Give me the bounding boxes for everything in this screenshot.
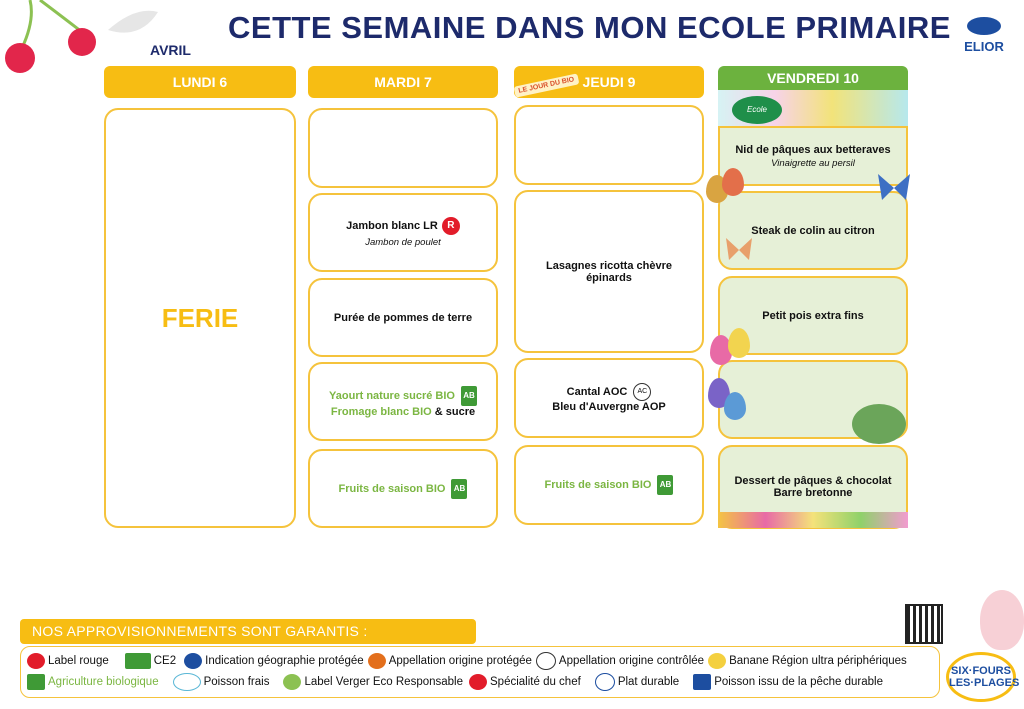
verger-icon <box>283 674 301 690</box>
legend-item: Appellation origine contrôlée <box>558 655 705 667</box>
legend-item: Indication géographie protégée <box>205 655 364 667</box>
friday-side: Petit pois extra fins <box>762 309 864 322</box>
thursday-cheese-card <box>514 358 704 438</box>
tuesday-main-alt: Jambon de poulet <box>365 237 441 248</box>
thursday-cheese2: Bleu d'Auvergne AOP <box>552 401 666 413</box>
legend-title: NOS APPROVISIONNEMENTS SONT GARANTIS : <box>20 619 476 644</box>
easter-egg-icon <box>722 168 744 196</box>
aop-icon <box>368 653 386 669</box>
jour-du-bio-badge: LE JOUR DU BIO <box>514 73 580 97</box>
strawberry-decoration <box>980 590 1024 650</box>
friday-starter-alt: Vinaigrette au persil <box>771 157 855 169</box>
aoc-icon: AC <box>633 383 651 401</box>
legend-item: Plat durable <box>617 676 680 688</box>
ab-bio-icon: AB <box>461 386 477 406</box>
msc-fish-icon <box>693 674 711 690</box>
legend-item: Label rouge <box>48 655 109 667</box>
tuesday-dairy-card <box>308 362 498 441</box>
legend-item: Agriculture biologique <box>48 676 159 688</box>
legend-item: Appellation origine protégée <box>388 655 532 667</box>
tuesday-dairy-bio: Yaourt nature sucré BIO <box>329 389 455 402</box>
butterfly-icon <box>724 236 754 264</box>
day-header-monday: LUNDI 6 <box>104 66 296 98</box>
legend-item: Banane Région ultra périphériques <box>729 655 907 667</box>
elior-logo <box>958 14 1010 54</box>
legend-box <box>20 646 940 698</box>
thursday-dessert: Fruits de saison BIO <box>544 478 652 491</box>
thursday-dessert-card <box>514 445 704 525</box>
ab-bio-icon <box>27 674 45 690</box>
legend-item: Poisson issu de la pêche durable <box>714 676 883 688</box>
tuesday-side-card <box>308 278 498 357</box>
legend-item: Poisson frais <box>203 676 270 688</box>
ecole-printaniere-logo: Ecole <box>732 96 782 124</box>
thursday-main-card <box>514 190 704 353</box>
friday-dessert1: Dessert de pâques & chocolat <box>734 475 892 487</box>
plant-decoration <box>852 404 906 444</box>
legend-item: Spécialité du chef <box>490 676 581 688</box>
six-fours-les-plages-logo: SIX·FOURS LES·PLAGES <box>946 652 1016 702</box>
thursday-cheese1: Cantal AOC <box>566 385 628 398</box>
day-header-tuesday: MARDI 7 <box>308 66 498 98</box>
monday-card <box>104 108 296 528</box>
igp-icon <box>184 653 202 669</box>
legend-item: Label Verger Eco Responsable <box>304 676 464 688</box>
easter-egg-icon <box>724 392 746 420</box>
ce2-icon <box>125 653 151 669</box>
label-rouge-icon: R <box>442 217 460 235</box>
easter-egg-icon <box>728 328 750 358</box>
ab-bio-icon: AB <box>657 475 673 495</box>
month-label: AVRIL <box>150 42 191 58</box>
legend-item: CE2 <box>153 655 177 667</box>
thursday-starter-card <box>514 105 704 185</box>
day-header-thursday: JEUDI 9 <box>514 66 704 98</box>
day-header-friday: VENDREDI 10 <box>718 66 908 90</box>
friday-starter: Nid de pâques aux betteraves <box>735 143 891 156</box>
tuesday-starter-card <box>308 108 498 188</box>
friday-dessert2: Barre bretonne <box>773 487 853 499</box>
chef-hat-icon <box>469 674 487 690</box>
qr-code[interactable] <box>905 604 943 644</box>
ferie-label: FERIE <box>161 302 239 333</box>
flowers-decoration <box>718 512 908 528</box>
aoc-icon <box>536 652 556 670</box>
fish-icon <box>173 673 201 691</box>
page-title: CETTE SEMAINE DANS MON ECOLE PRIMAIRE <box>228 10 951 45</box>
tuesday-main-card <box>308 193 498 272</box>
tuesday-side: Purée de pommes de terre <box>333 311 473 324</box>
butterfly-icon <box>874 170 914 206</box>
tuesday-main: Jambon blanc LR <box>346 219 438 232</box>
ab-bio-icon: AB <box>451 479 467 499</box>
plat-durable-icon <box>595 673 615 691</box>
tuesday-dairy2-bio: Fromage blanc BIO <box>330 405 432 418</box>
friday-main: Steak de colin au citron <box>751 224 875 237</box>
thursday-main: Lasagnes ricotta chèvre épinards <box>546 259 672 284</box>
tuesday-dessert-card <box>308 449 498 528</box>
banana-icon <box>708 653 726 669</box>
label-rouge-icon <box>27 653 45 669</box>
legend-row-2 <box>27 673 883 691</box>
tuesday-dessert: Fruits de saison BIO <box>338 482 446 495</box>
tuesday-dairy2-rest: & sucre <box>434 405 476 418</box>
brand-label: ELIOR <box>964 39 1004 54</box>
legend-row-1 <box>27 652 907 670</box>
bison-icon <box>964 14 1004 36</box>
